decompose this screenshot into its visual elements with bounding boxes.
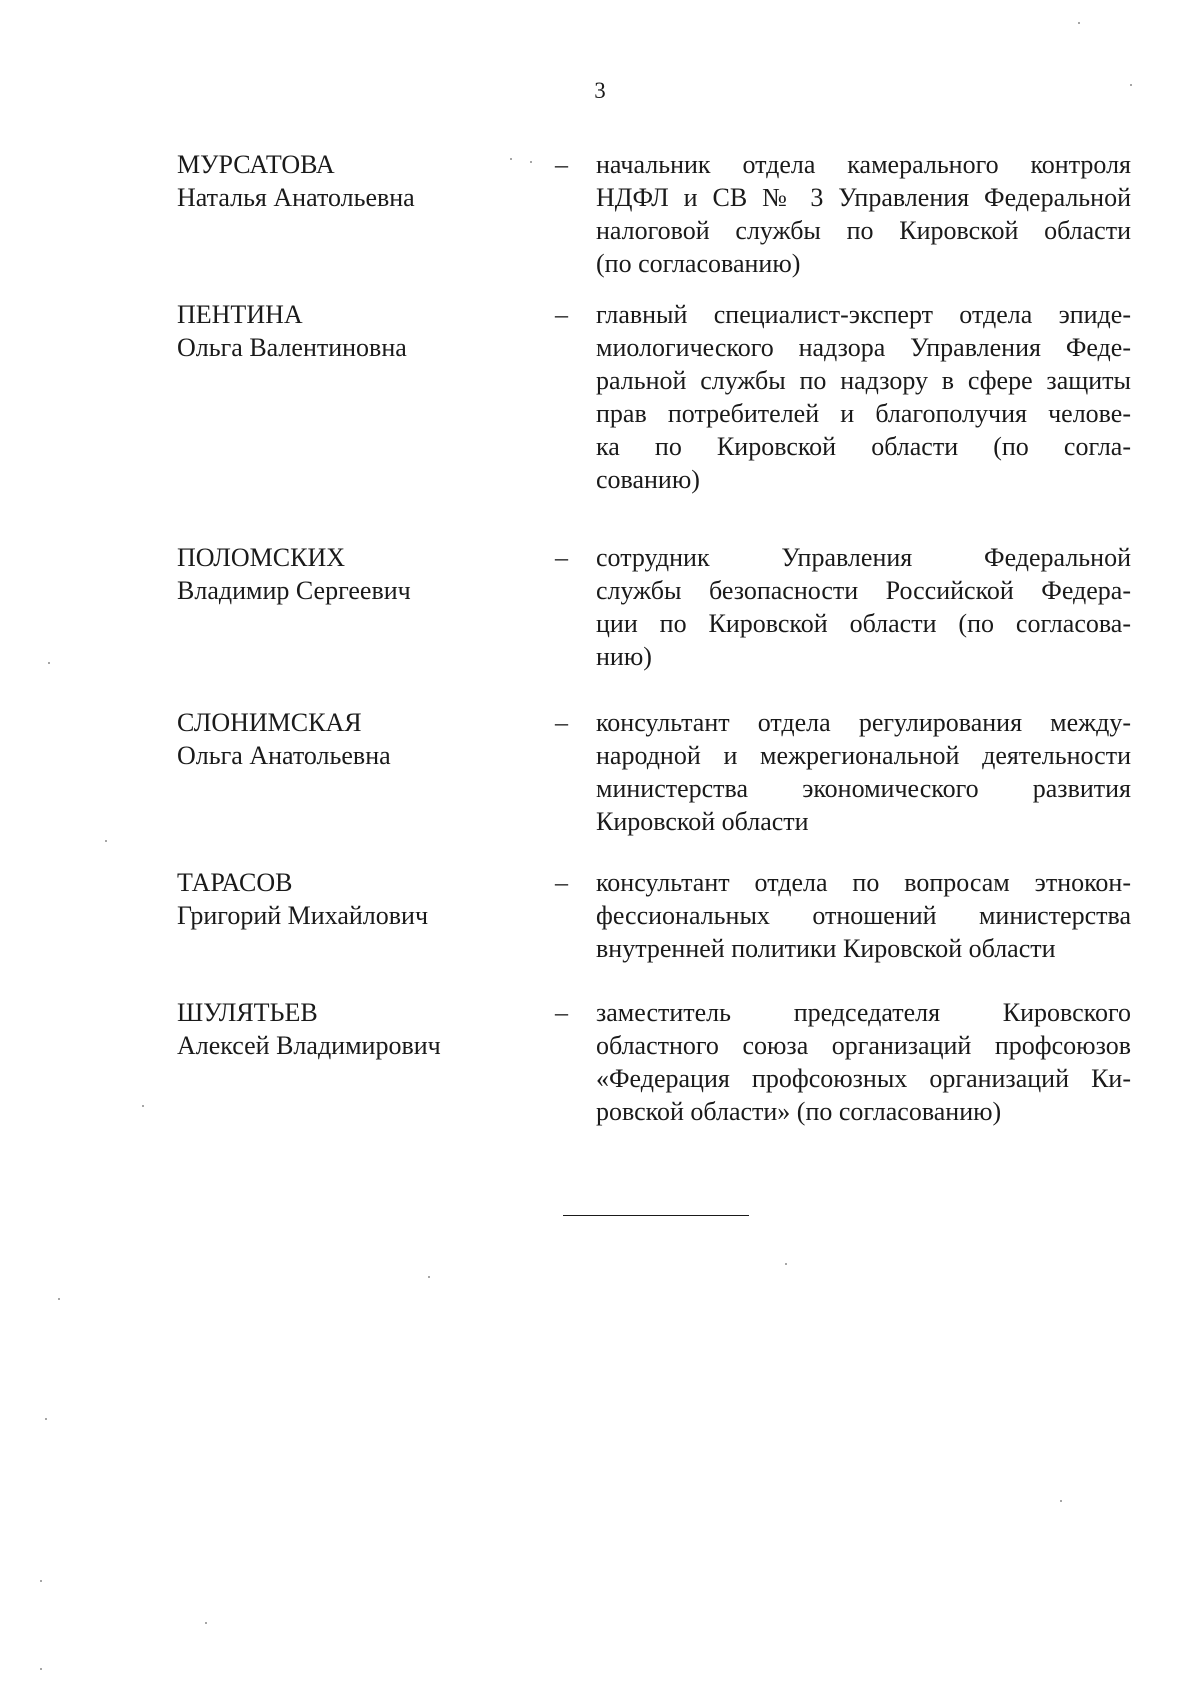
position-line: сованию): [596, 465, 700, 494]
member-surname: ПОЛОМСКИХ: [177, 543, 346, 572]
member-position: [596, 996, 1131, 1128]
position-line: консультант отдела регулирования между-: [596, 708, 1131, 737]
position-line: ровской области» (по согласованию): [596, 1097, 1002, 1126]
scan-speck: [1130, 84, 1132, 86]
member-position: [596, 298, 1131, 496]
position-line: прав потребителей и благополучия челове-: [596, 399, 1131, 428]
position-line: службы безопасности Российской Федера-: [596, 576, 1131, 605]
member-position: [596, 148, 1131, 280]
member-given-names: Алексей Владимирович: [177, 1031, 441, 1060]
scan-speck: [428, 1276, 430, 1278]
position-line: ции по Кировской области (по согласова-: [596, 609, 1131, 638]
position-line: областного союза организаций профсоюзов: [596, 1031, 1131, 1060]
scan-speck: [40, 1668, 42, 1670]
member-name: [177, 541, 537, 607]
position-line: министерства экономического развития: [596, 774, 1131, 803]
member-surname: ТАРАСОВ: [177, 868, 293, 897]
position-line: заместитель председателя Кировского: [596, 998, 1131, 1027]
member-entry: [0, 996, 1200, 1136]
member-surname: ШУЛЯТЬЕВ: [177, 998, 318, 1027]
member-name: [177, 706, 537, 772]
member-given-names: Ольга Валентиновна: [177, 333, 407, 362]
member-position: [596, 866, 1131, 965]
position-line: фессиональных отношений министерства: [596, 901, 1131, 930]
member-given-names: Ольга Анатольевна: [177, 741, 391, 770]
position-line: миологического надзора Управления Феде-: [596, 333, 1131, 362]
scan-speck: [45, 1418, 47, 1420]
member-list: [0, 148, 1200, 1136]
scan-speck: [142, 1105, 144, 1107]
dash-separator: –: [555, 150, 568, 179]
scan-speck: [1060, 1500, 1062, 1502]
position-line: сотрудник Управления Федеральной: [596, 543, 1131, 572]
member-name: [177, 866, 537, 932]
position-line: Кировской области: [596, 807, 809, 836]
page-number: 3: [594, 78, 606, 103]
scan-speck: [58, 1298, 60, 1300]
position-line: налоговой службы по Кировской области: [596, 216, 1131, 245]
position-line: ка по Кировской области (по согла-: [596, 432, 1131, 461]
member-entry: [0, 148, 1200, 298]
scan-speck: [510, 158, 512, 160]
member-given-names: Владимир Сергеевич: [177, 576, 411, 605]
member-surname: МУРСАТОВА: [177, 150, 335, 179]
scan-speck: [48, 662, 50, 664]
dash-separator: –: [555, 300, 568, 329]
scan-speck: [40, 1580, 42, 1582]
scan-speck: [530, 161, 532, 163]
scan-speck: [1078, 22, 1080, 24]
member-name: [177, 148, 537, 214]
position-line: ральной службы по надзору в сфере защиты: [596, 366, 1131, 395]
scan-speck: [105, 840, 107, 842]
position-line: консультант отдела по вопросам этнокон-: [596, 868, 1131, 897]
member-position: [596, 541, 1131, 673]
member-surname: ПЕНТИНА: [177, 300, 303, 329]
member-given-names: Наталья Анатольевна: [177, 183, 415, 212]
position-line: (по согласованию): [596, 249, 801, 278]
member-given-names: Григорий Михайлович: [177, 901, 429, 930]
member-entry: [0, 298, 1200, 541]
member-position: [596, 706, 1131, 838]
member-surname: СЛОНИМСКАЯ: [177, 708, 362, 737]
closing-rule: [563, 1215, 749, 1216]
member-name: [177, 298, 537, 364]
position-line: нию): [596, 642, 652, 671]
position-line: начальник отдела камерального контроля: [596, 150, 1131, 179]
dash-separator: –: [555, 868, 568, 897]
position-line: «Федерация профсоюзных организаций Ки-: [596, 1064, 1131, 1093]
scan-speck: [205, 1622, 207, 1624]
member-entry: [0, 541, 1200, 706]
scan-speck: [785, 1263, 787, 1265]
dash-separator: –: [555, 708, 568, 737]
member-entry: [0, 706, 1200, 866]
position-line: внутренней политики Кировской области: [596, 934, 1056, 963]
member-name: [177, 996, 537, 1062]
dash-separator: –: [555, 998, 568, 1027]
dash-separator: –: [555, 543, 568, 572]
position-line: НДФЛ и СВ № 3 Управления Федеральной: [596, 183, 1131, 212]
position-line: главный специалист-эксперт отдела эпиде-: [596, 300, 1131, 329]
position-line: народной и межрегиональной деятельности: [596, 741, 1131, 770]
member-entry: [0, 866, 1200, 996]
